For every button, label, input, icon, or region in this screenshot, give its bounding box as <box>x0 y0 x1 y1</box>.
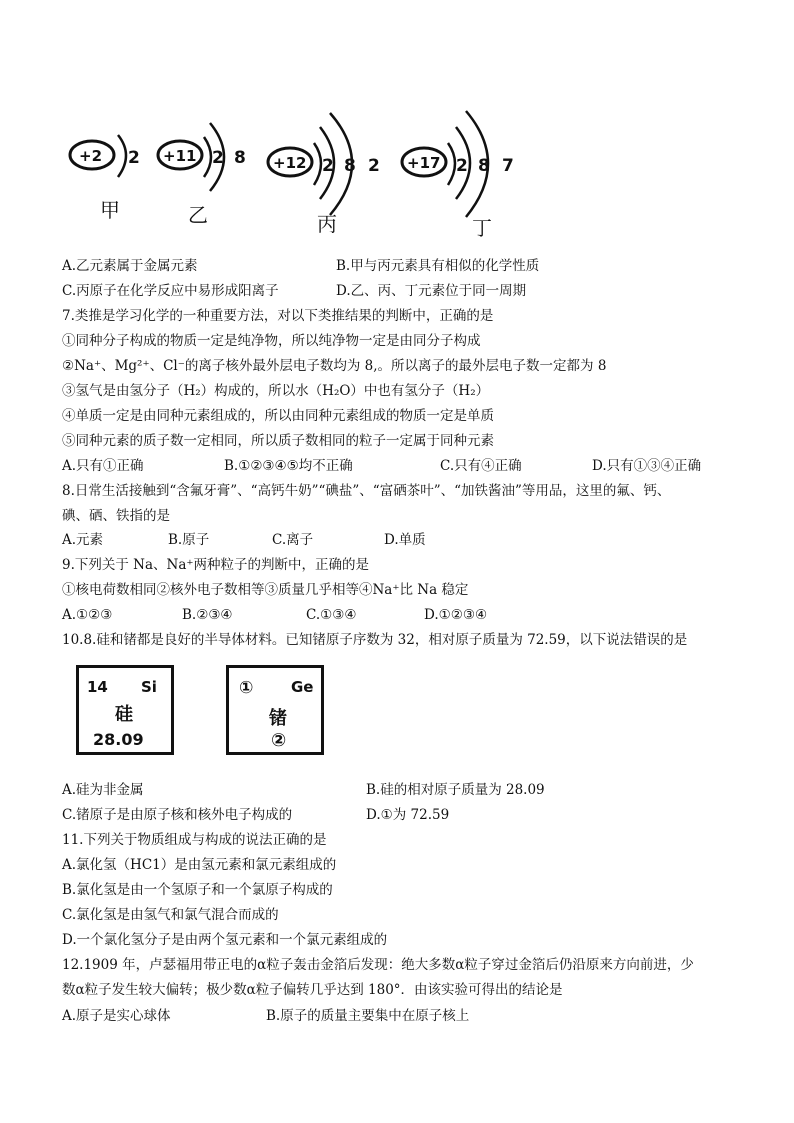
q12-stem-line1: 12.1909 年，卢瑟福用带正电的α粒子轰击金箔后发现：绝大多数α粒子穿过金箔后仍沿原来方向前进，少 <box>62 957 694 973</box>
q7-statement-1: ①同种分子构成的物质一定是纯净物，所以纯净物一定是由同分子构成 <box>62 333 481 349</box>
shell-arc <box>118 135 126 177</box>
nucleus-charge: +17 <box>407 154 441 172</box>
q11-option-c: C.氯化氢是由氢气和氯气混合而成的 <box>62 907 279 923</box>
atom-name: 丙 <box>317 212 337 236</box>
atom-jia <box>70 135 140 222</box>
q9-option-d: D.①②③④ <box>424 607 488 623</box>
q6-option-c: C.丙原子在化学反应中易形成阳离子 <box>62 283 279 299</box>
q7-statement-2: ②Na⁺、Mg²⁺、Cl⁻的离子核外最外层电子数均为 8,。所以离子的最外层电子数一定都为 8 <box>62 358 607 374</box>
q8-stem-line1: 8.日常生活接触到“含氟牙膏”、“高钙牛奶”“碘盐”、“富硒茶叶”、“加铁酱油”等用品，这里的氟、钙、 <box>62 483 671 499</box>
shell-electrons: 2 <box>212 148 224 168</box>
element-name: 锗 <box>269 708 287 729</box>
element-name: 硅 <box>115 704 133 725</box>
element-card-ge <box>226 665 324 755</box>
q12-option-a: A.原子是实心球体 <box>62 1008 171 1024</box>
element-card-si <box>76 665 174 755</box>
q7-option-b: B.①②③④⑤均不正确 <box>224 458 353 474</box>
atomic-mass: 28.09 <box>93 730 144 749</box>
q11-option-a: A.氯化氢（HC1）是由氢元素和氯元素组成的 <box>62 857 337 873</box>
atom-name: 乙 <box>188 203 208 227</box>
element-symbol: Si <box>141 678 157 696</box>
q10-option-a: A.硅为非金属 <box>62 782 144 798</box>
shell-electrons: 8 <box>478 156 490 176</box>
q9-stem: 9.下列关于 Na、Na⁺两种粒子的判断中，正确的是 <box>62 557 370 573</box>
shell-electrons: 8 <box>234 148 246 168</box>
q7-option-d: D.只有①③④正确 <box>592 458 702 474</box>
nucleus-charge: +2 <box>79 147 103 165</box>
shell-electrons: 2 <box>456 156 468 176</box>
shell-electrons: 2 <box>322 156 334 176</box>
q7-statement-5: ⑤同种元素的质子数一定相同，所以质子数相同的粒子一定属于同种元素 <box>62 433 494 449</box>
q8-option-b: B.原子 <box>168 532 210 548</box>
q9-option-a: A.①②③ <box>62 607 113 623</box>
q9-statements: ①核电荷数相同②核外电子数相等③质量几乎相等④Na⁺比 Na 稳定 <box>62 582 469 598</box>
atom-bing <box>268 113 380 236</box>
q11-option-b: B.氯化氢是由一个氢原子和一个氯原子构成的 <box>62 882 333 898</box>
shell-arc <box>314 143 321 185</box>
q6-option-d: D.乙、丙、丁元素位于同一周期 <box>336 283 527 299</box>
q9-option-b: B.②③④ <box>182 607 233 623</box>
q12-option-b: B.原子的质量主要集中在原子核上 <box>266 1008 470 1024</box>
q7-option-c: C.只有④正确 <box>440 458 522 474</box>
q7-statement-3: ③氢气是由氢分子（H₂）构成的，所以水（H₂O）中也有氢分子（H₂） <box>62 383 490 399</box>
nucleus-charge: +11 <box>163 147 197 165</box>
atomic-number: 14 <box>87 678 108 696</box>
q7-option-a: A.只有①正确 <box>62 458 144 474</box>
shell-electrons: 2 <box>368 156 380 176</box>
q7-statement-4: ④单质一定是由同种元素组成的，所以由同种元素组成的物质一定是单质 <box>62 408 494 424</box>
atomic-mass: ② <box>271 730 287 751</box>
shell-electrons: 7 <box>502 156 514 176</box>
shell-electrons: 2 <box>128 148 140 168</box>
q10-option-d: D.①为 72.59 <box>366 807 450 823</box>
atom-ding <box>402 111 514 240</box>
atom-name: 甲 <box>100 198 120 222</box>
q11-stem: 11.下列关于物质组成与构成的说法正确的是 <box>62 832 327 848</box>
atom-yi <box>158 123 246 227</box>
atom-structure-diagram <box>62 105 532 245</box>
q6-option-a: A.乙元素属于金属元素 <box>62 258 198 274</box>
q8-option-a: A.元素 <box>62 532 104 548</box>
atomic-number: ① <box>239 678 254 698</box>
shell-arc <box>448 143 455 185</box>
q12-stem-line2: 数α粒子发生较大偏转；极少数α粒子偏转几乎达到 180°．由该实验可得出的结论是 <box>62 982 563 998</box>
atom-name: 丁 <box>472 216 492 240</box>
element-symbol: Ge <box>291 678 314 696</box>
q11-option-d: D.一个氯化氢分子是由两个氢元素和一个氯元素组成的 <box>62 932 388 948</box>
q9-option-c: C.①③④ <box>306 607 357 623</box>
q10-option-b: B.硅的相对原子质量为 28.09 <box>366 782 545 798</box>
shell-arc <box>204 137 211 177</box>
shell-electrons: 8 <box>344 156 356 176</box>
q10-option-c: C.锗原子是由原子核和核外电子构成的 <box>62 807 293 823</box>
q8-option-d: D.单质 <box>384 532 426 548</box>
q8-stem-line2: 碘、硒、铁指的是 <box>62 508 170 524</box>
q6-option-b: B.甲与丙元素具有相似的化学性质 <box>336 258 540 274</box>
nucleus-charge: +12 <box>273 154 307 172</box>
q7-stem: 7.类推是学习化学的一种重要方法，对以下类推结果的判断中，正确的是 <box>62 308 494 324</box>
q10-stem: 10.8.硅和锗都是良好的半导体材料。已知锗原子序数为 32，相对原子质量为 72.59，以下说法错误的是 <box>62 632 688 648</box>
q8-option-c: C.离子 <box>272 532 314 548</box>
